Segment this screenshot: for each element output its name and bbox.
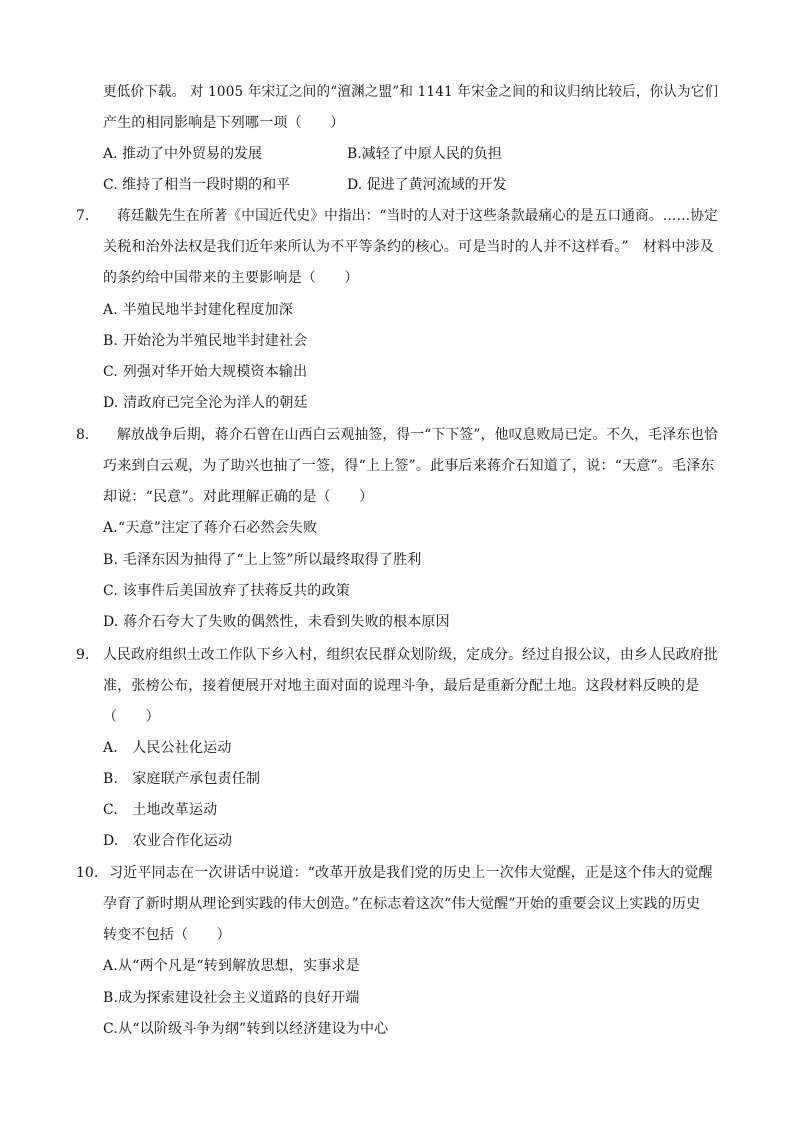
q10-stem-line-1: 习近平同志在一次讲话中说道：“改革开放是我们党的历史上一次伟大觉醒，正是这个伟大的觉醒 <box>109 865 713 881</box>
q7-option-b: B. 开始沦为半殖民地半封建社会 <box>103 333 308 349</box>
q9-option-c: C. 土地改革运动 <box>103 802 218 818</box>
q6-stem-line-2: 产生的相同影响是下列哪一项（ ） <box>103 115 345 131</box>
q9-stem-line-2: 准，张榜公布，接着便展开对地主面对面的说理斗争，最后是重新分配土地。这段材料反映的是 <box>103 678 700 694</box>
q9-option-a: A. 人民公社化运动 <box>103 740 232 756</box>
q6-stem-line-1: 更低价下载。 对 1005 年宋辽之间的“澶渊之盟”和 1141 年宋金之间的和议归纳比较后，你认为它们 <box>103 84 719 100</box>
q7-stem-line-3: 的条约给中国带来的主要影响是（ ） <box>103 270 359 286</box>
q8-option-a: A.“天意”注定了蒋介石必然会失败 <box>103 520 318 536</box>
q6-option-d: D. 促进了黄河流域的开发 <box>347 177 507 193</box>
q8-option-b: B. 毛泽东因为抽得了“上上签”所以最终取得了胜利 <box>103 552 422 568</box>
q10-option-c: C.从“以阶级斗争为纲”转到以经济建设为中心 <box>103 1021 389 1037</box>
q6-option-a: A. 推动了中外贸易的发展 <box>103 146 263 162</box>
q10-stem-line-2: 孕育了新时期从理论到实践的伟大创造。”在标志着这次“伟大觉醒”开始的重要会议上实践的历史 <box>103 896 701 912</box>
q10-stem-line-3: 转变不包括（ ） <box>103 927 231 943</box>
q7-option-a: A. 半殖民地半封建化程度加深 <box>103 302 294 318</box>
q9-option-b: B. 家庭联产承包责任制 <box>103 771 261 787</box>
q8-stem-line-3: 却说：“民意”。对此理解正确的是（ ） <box>103 489 374 505</box>
q9-stem-line-1: 人民政府组织土改工作队下乡入村，组织农民群众划阶级，定成分。经过自报公议，由乡人民政府批 <box>103 647 718 663</box>
q7-stem-line-1: 蒋廷黻先生在所著《中国近代史》中指出：“当时的人对于这些条款最痛心的是五口通商。……协定 <box>117 208 718 224</box>
q10-option-a: A.从“两个凡是“转到解放思想，实事求是 <box>103 958 360 974</box>
q9-number: 9. <box>76 647 90 663</box>
q9-stem-line-3: （ ） <box>103 709 160 725</box>
q6-option-c: C. 维持了相当一段时期的和平 <box>103 177 291 193</box>
q10-number: 10. <box>76 865 99 881</box>
q8-number: 8. <box>76 427 90 443</box>
q8-option-c: C. 该事件后美国放弃了扶蒋反共的政策 <box>103 583 350 599</box>
q7-option-d: D. 清政府已完全沦为洋人的朝廷 <box>103 395 308 411</box>
q10-option-b: B.成为探索建设社会主义道路的良好开端 <box>103 990 360 1006</box>
q8-option-d: D. 蒋介石夸大了失败的偶然性，未看到失败的根本原因 <box>103 614 450 630</box>
q7-stem-line-2: 关税和治外法权是我们近年来所认为不平等条约的核心。可是当时的人并不这样看。” 材料中涉及 <box>103 239 714 255</box>
q7-number: 7. <box>76 208 90 224</box>
q8-stem-line-2: 巧来到白云观，为了助兴也抽了一签，得“上上签”。此事后来蒋介石知道了，说：“天意”。毛泽东 <box>103 458 715 474</box>
q8-stem-line-1: 解放战争后期，蒋介石曾在山西白云观抽签，得一“下下签”，他叹息败局已定。不久，毛泽东也恰 <box>117 427 719 443</box>
q7-option-c: C. 列强对华开始大规模资本输出 <box>103 364 308 380</box>
q6-option-b: B.减轻了中原人民的负担 <box>347 146 502 162</box>
q9-option-d: D. 农业合作化运动 <box>103 833 233 849</box>
